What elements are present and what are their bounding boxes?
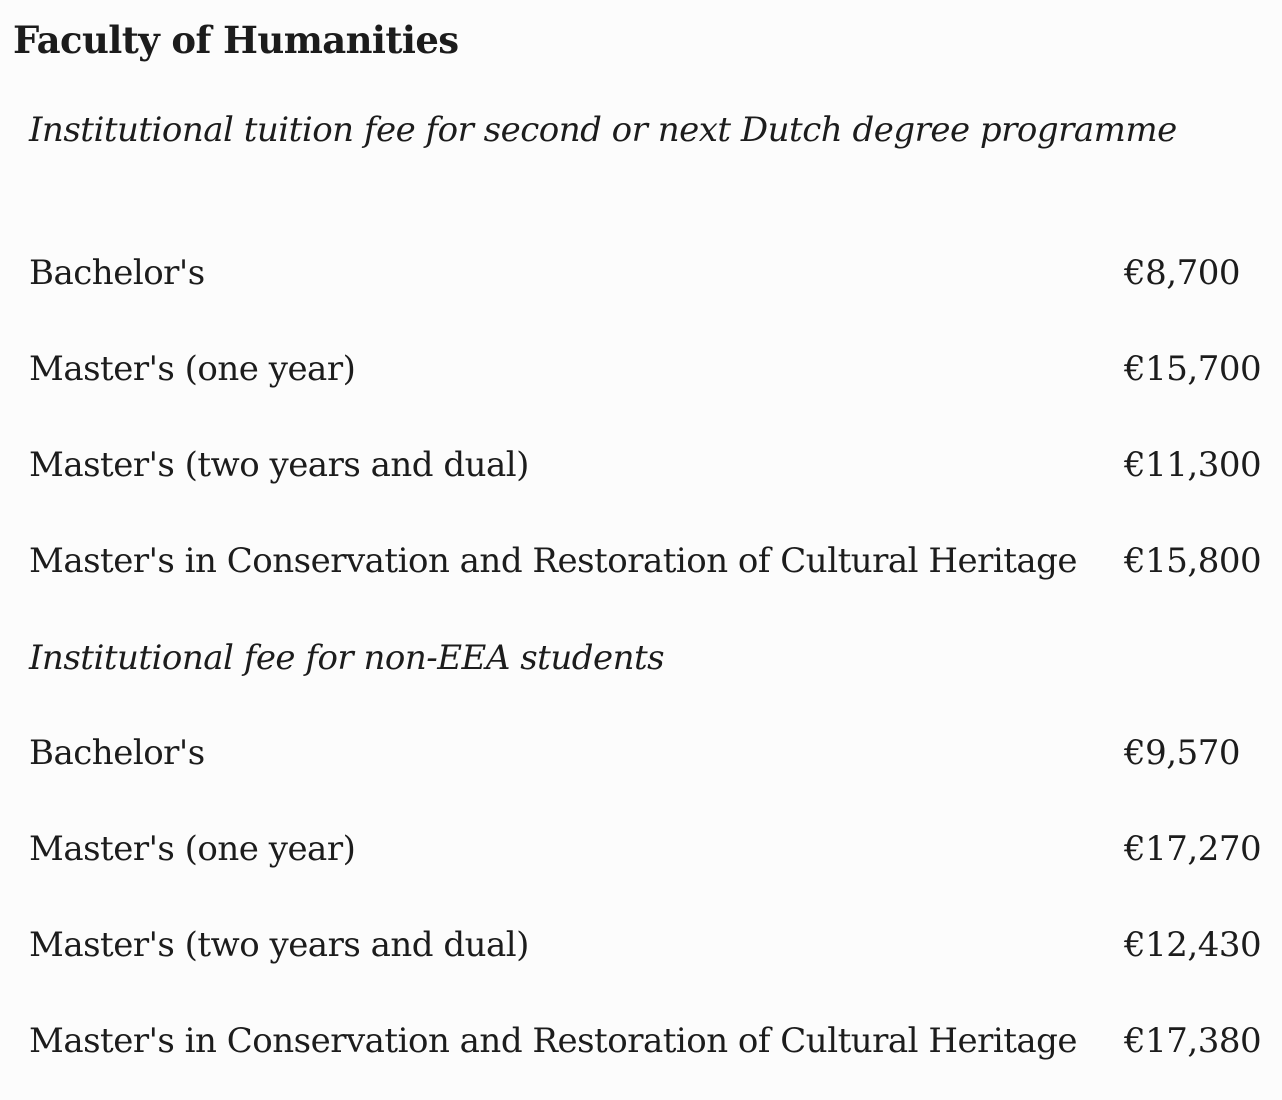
fee-row-label: Master's (two years and dual) [29, 445, 529, 485]
fee-row-label: Master's (two years and dual) [29, 925, 529, 965]
fee-row-label: Master's in Conservation and Restoration of Cultural Heritage [29, 1021, 1078, 1061]
fee-row-value: €15,700 [1124, 349, 1262, 389]
fee-row-label: Master's (one year) [29, 349, 356, 389]
fee-row-label: Bachelor's [29, 253, 205, 293]
fee-row [29, 533, 1262, 589]
fee-row [29, 341, 1262, 397]
fee-row-label: Master's (one year) [29, 829, 356, 869]
fee-row-value: €17,270 [1124, 829, 1262, 869]
fee-row-label: Master's in Conservation and Restoration of Cultural Heritage [29, 541, 1078, 581]
fee-row [29, 821, 1262, 877]
fee-row [29, 437, 1262, 493]
fee-row-value: €9,570 [1124, 733, 1240, 773]
page-title: Faculty of Humanities [13, 18, 459, 62]
section-heading-non-eea: Institutional fee for non-EEA students [29, 638, 665, 678]
fee-row [29, 917, 1262, 973]
fee-row [29, 245, 1255, 301]
fee-row-value: €11,300 [1124, 445, 1262, 485]
fee-row-value: €15,800 [1124, 541, 1262, 581]
fee-row-label: Bachelor's [29, 733, 205, 773]
fee-row-value: €12,430 [1124, 925, 1262, 965]
fee-row-value: €17,380 [1124, 1021, 1262, 1061]
fee-row-value: €8,700 [1124, 253, 1240, 293]
section-heading-second-degree: Institutional tuition fee for second or next Dutch degree programme [29, 110, 1177, 150]
fee-row [29, 1013, 1262, 1069]
fee-row [29, 725, 1255, 781]
